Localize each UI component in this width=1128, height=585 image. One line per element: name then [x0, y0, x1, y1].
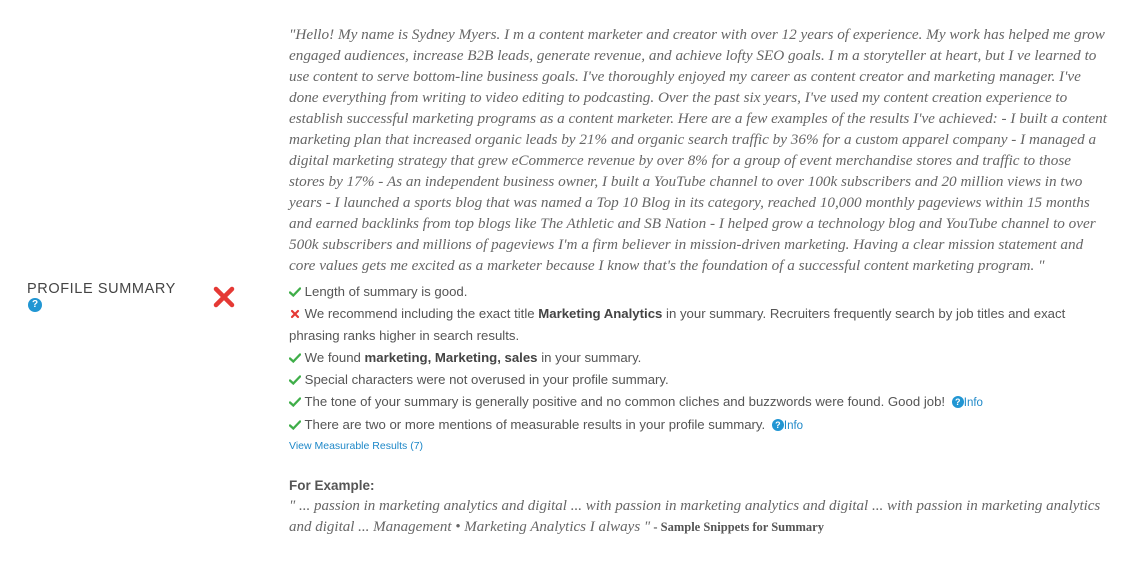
view-measurable-results-link[interactable]: View Measurable Results (7) [289, 440, 424, 452]
check-text: There are two or more mentions of measurable results in your profile summary. [304, 417, 766, 432]
check-icon [289, 375, 301, 385]
check-keyword: marketing, Marketing, sales [364, 350, 538, 365]
check-item [289, 369, 1107, 391]
check-text: Special characters were not overused in your profile summary. [304, 372, 669, 387]
x-mark-icon [213, 286, 235, 308]
check-keyword: Marketing Analytics [538, 306, 663, 321]
info-icon: ? [772, 419, 784, 431]
check-item [289, 347, 1107, 369]
info-link[interactable] [769, 420, 803, 432]
section-label: PROFILE SUMMARY [27, 281, 176, 297]
check-item [289, 414, 1107, 437]
check-icon [289, 420, 301, 430]
check-text: Length of summary is good. [304, 284, 468, 299]
check-item [289, 281, 1107, 303]
info-link[interactable] [949, 397, 983, 409]
check-list [289, 281, 1107, 452]
check-text: We recommend including the exact title [304, 306, 539, 321]
check-icon [289, 353, 301, 363]
check-icon [289, 287, 301, 297]
check-text: We found [304, 350, 365, 365]
question-icon[interactable]: ? [28, 298, 42, 312]
summary-text: "Hello! My name is Sydney Myers. I m a content marketer and creator with over 12 years of experience. My work has helped me grow engaged audiences, increase B2B leads, generate revenue, and achieve lofty SEO goals. I m a storyteller at heart, but I ve learned to use content to serve bottom-line business goals. I've thoroughly enjoyed my career as content creator and marketing manager. I've done everything from writing to video editing to podcasting. Over the past six years, I've used my content creation experience to establish successful marketing programs as a content marketer. Here are a few examples of the results I've achieved: - I built a content marketing plan that increased organic leads by 21% and organic search traffic by 36% for a custom apparel company - I managed a digital marketing strategy that grew eCommerce revenue by over 8% for a group of event merchandise stores and traffic to those stores by 17% - As an independent business owner, I built a YouTube channel to over 100k subscribers and 20 million views in two years - I launched a sports blog that was named a Top 10 Blog in its category, reached 10,000 monthly pageviews within 15 months and earned backlinks from top blogs like The Athletic and SB Nation - I helped grow a technology blog and YouTube channel to over 500k subscribers and millions of pageviews I'm a firm believer in mission-driven marketing. Having a clear mission statement and core values gets me excited as a marketer because I know that's the foundation of a successful content marketing program. " [289, 26, 1107, 274]
check-item [289, 303, 1107, 347]
check-item [289, 391, 1107, 414]
check-text: in your summary. Recruiters frequently search by job titles and exact phrasing ranks higher in search results. [289, 306, 1066, 343]
info-label: Info [963, 397, 983, 409]
info-label: Info [783, 420, 804, 432]
check-icon [289, 397, 301, 407]
check-text: in your summary. [537, 350, 642, 365]
example-snippet [289, 496, 1107, 538]
snippet-tag: - Sample Snippets for Summary [650, 520, 824, 534]
x-icon [289, 309, 301, 319]
check-text: The tone of your summary is generally positive and no common cliches and buzzwords were found. Good job! [304, 394, 946, 409]
info-icon: ? [952, 396, 964, 408]
example-text: " ... passion in marketing analytics and digital ... with passion in marketing analytics and digital ... with passion in marketing analytics and digital ... Management • Marketing Analytics I always " [289, 498, 1101, 535]
summary-content [289, 24, 1107, 538]
example-heading: For Example: [289, 478, 375, 493]
